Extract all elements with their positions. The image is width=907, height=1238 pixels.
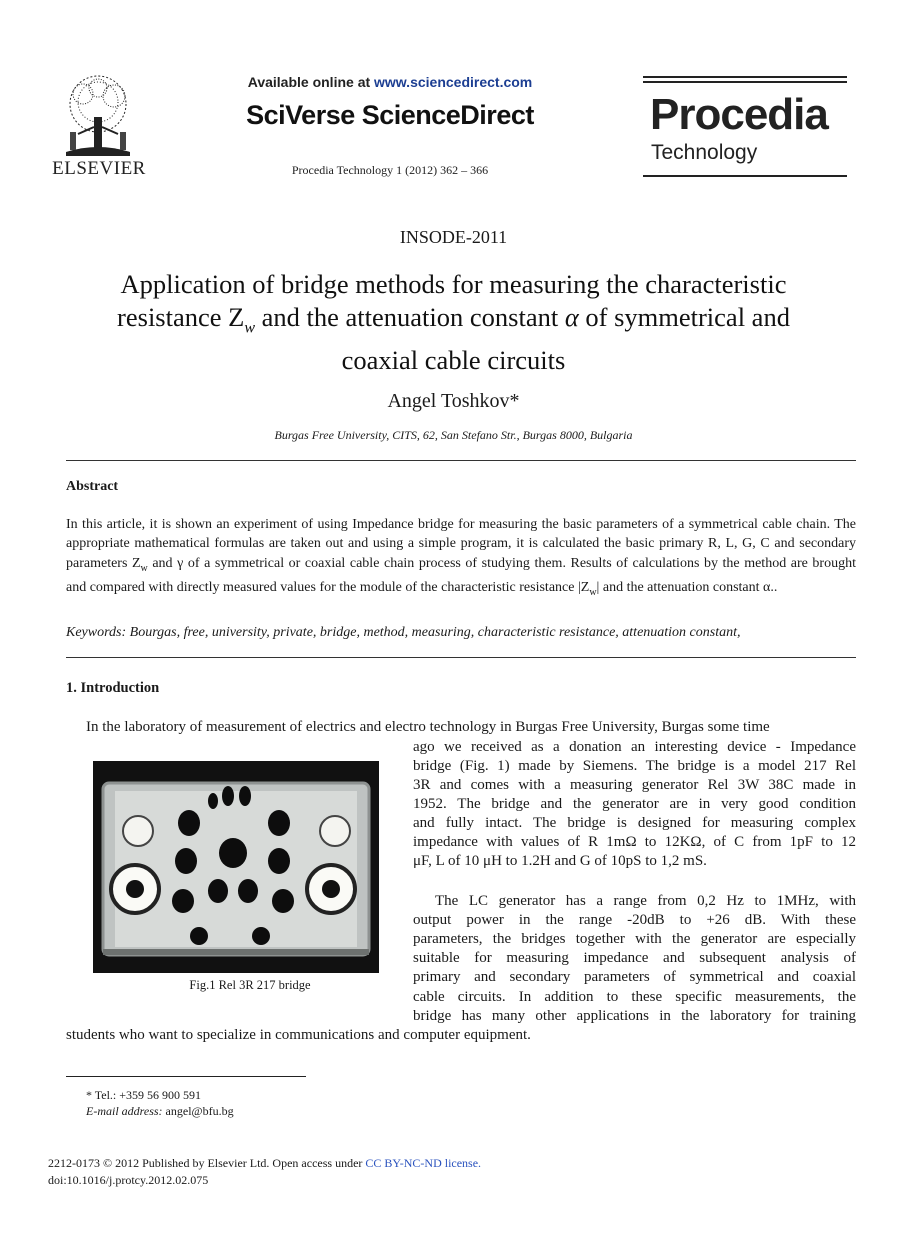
procedia-logo-title: Procedia <box>650 90 828 139</box>
intro-right-line: bridge has many other applications in the laboratory for training <box>413 1008 856 1024</box>
intro-right-line: primary and secondary parameters of symmetrical and coaxial <box>413 969 856 985</box>
procedia-top-rules <box>643 76 847 88</box>
intro-line-1: In the laboratory of measurement of electrics and electro technology in Burgas Free University, Burgas some time <box>86 719 770 735</box>
conference-name: INSODE-2011 <box>399 227 508 247</box>
elsevier-wordmark: ELSEVIER <box>52 158 146 179</box>
abstract-body <box>66 515 856 602</box>
abstract-heading: Abstract <box>66 479 119 494</box>
intro-right-line: μF, L of 10 μH to 1.2H and G of 10pS to 1,2 mS. <box>413 853 707 869</box>
intro-right-line: and fully intact. The bridge is designed for measuring complex <box>413 815 856 831</box>
divider-bottom <box>66 657 856 658</box>
intro-right-line: 1952. The bridge and the generator are in very good condition <box>413 796 856 812</box>
intro-right-line: bridge (Fig. 1) made by Siemens. The bridge is a model 217 Rel <box>413 758 856 774</box>
available-prefix: Available online at <box>247 74 375 90</box>
author-affiliation: Burgas Free University, CITS, 62, San Stefano Str., Burgas 8000, Bulgaria <box>274 428 633 442</box>
intro-right-line: The LC generator has a range from 0,2 Hz to 1MHz, with <box>435 893 856 909</box>
title-subscript: w <box>244 319 256 337</box>
procedia-logo-subtitle: Technology <box>651 141 758 164</box>
abstract-text-b: and γ of a symmetrical or coaxial cable chain process of studying them. Results of calculations by the method are brought and compared with directly measured values for the module of the characteristic resistance |Z <box>66 555 856 595</box>
author-name: Angel Toshkov* <box>387 390 520 412</box>
sciencedirect-link[interactable]: www.sciencedirect.com <box>374 74 533 90</box>
email-address[interactable]: angel@bfu.bg <box>162 1104 234 1118</box>
intro-right-line: output power in the range -20dB to +26 dB. With these <box>413 912 856 928</box>
procedia-bottom-rule <box>643 175 847 177</box>
abstract-text-c: | and the attenuation constant α.. <box>596 579 778 595</box>
footnote-email <box>86 1104 234 1119</box>
intro-right-line: suitable for measuring impedance and subsequent analysis of <box>413 950 856 966</box>
intro-right-line: parameters, the bridges together with the generator are especially <box>413 931 856 947</box>
divider-top <box>66 460 856 461</box>
figure-bridge-photo <box>93 761 379 973</box>
doi: doi:10.1016/j.protcy.2012.02.075 <box>48 1173 209 1187</box>
section-heading-introduction: 1. Introduction <box>66 680 160 696</box>
intro-right-line: 3R and comes with a measuring generator Rel 3W 38C made in <box>413 777 856 793</box>
email-label: E-mail address: <box>86 1104 163 1118</box>
title-text-2: and the attenuation constant <box>255 302 565 332</box>
title-text-3: of symmetrical and coaxial cable circuits <box>341 302 790 376</box>
figure-caption: Fig.1 Rel 3R 217 bridge <box>189 978 311 992</box>
journal-reference: Procedia Technology 1 (2012) 362 – 366 <box>291 163 489 177</box>
title-alpha: α <box>564 302 579 332</box>
keywords: Keywords: Bourgas, free, university, private, bridge, method, measuring, characteristic resistance, attenuation constant, <box>66 625 741 640</box>
intro-last-line: students who want to specialize in communications and computer equipment. <box>66 1027 531 1043</box>
title-text-1: Application of bridge methods for measuring the characteristic resistance Z <box>117 269 787 332</box>
paper-title <box>80 268 827 377</box>
copyright-text: 2212-0173 © 2012 Published by Elsevier Ltd. Open access under <box>48 1156 366 1170</box>
license-link[interactable]: CC BY-NC-ND license. <box>365 1156 482 1170</box>
abstract-text-a: In this article, it is shown an experiment of using Impedance bridge for measuring the basic parameters of a symmetrical cable chain. The appropriate mathematical formulas are taken out and using a simple program, it is calculated the basic primary R, L, G, C and secondary parameters Z <box>66 517 856 571</box>
intro-right-line: impedance with values of R 1mΩ to 12KΩ, of C from 1pF to 12 <box>413 834 856 850</box>
footnote-rule <box>66 1076 306 1077</box>
abstract-subscript-2: w <box>589 586 597 598</box>
copyright-line <box>48 1156 481 1171</box>
intro-right-line: ago we received as a donation an interesting device - Impedance <box>413 739 856 755</box>
abstract-subscript-1: w <box>140 562 148 574</box>
footnote-telephone: * Tel.: +359 56 900 591 <box>86 1088 202 1102</box>
sciverse-logo: SciVerse ScienceDirect <box>246 100 534 130</box>
intro-right-line: cable circuits. In addition to these specific measurements, the <box>413 989 856 1005</box>
available-online-line <box>180 74 600 90</box>
